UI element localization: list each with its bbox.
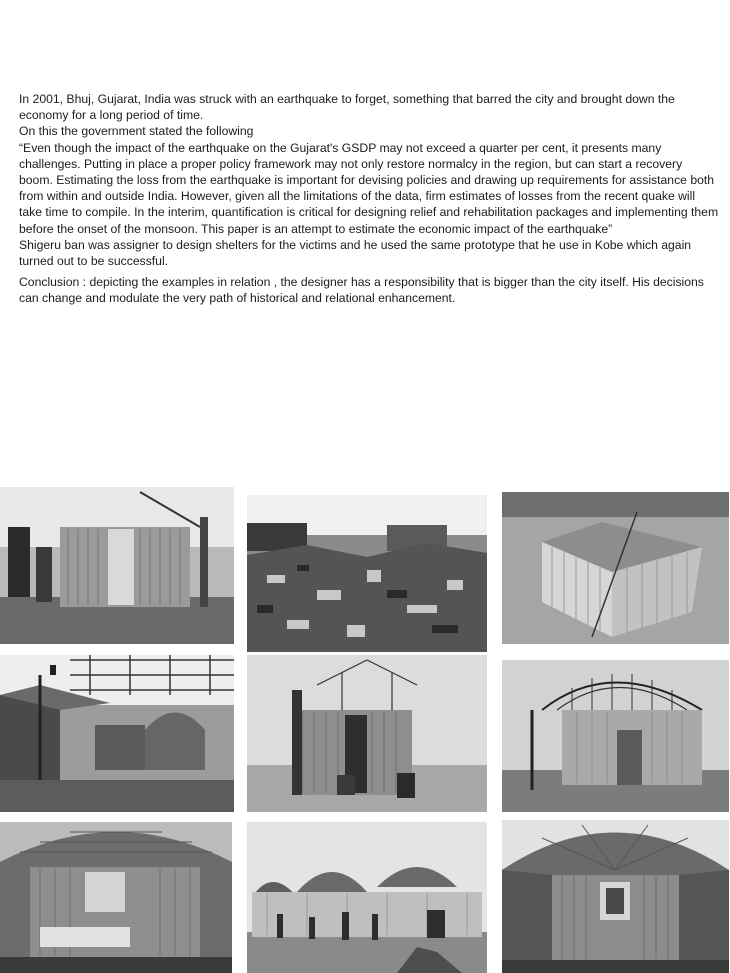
government-intro: On this the government stated the following	[19, 124, 254, 139]
photo-shelter-trusses	[502, 660, 729, 812]
photo-shelter-interior-cot	[0, 822, 232, 973]
shigeru-ban-paragraph: Shigeru ban was assigner to design shelters for the victims and he used the same prototype that he use in Kobe which again turned out to be successful.	[19, 237, 692, 269]
photo-shelter-construction	[0, 487, 234, 644]
photo-shelter-frame-bell	[0, 655, 234, 812]
government-quote: “Even though the impact of the earthquake on the Gujarat's GSDP may not exceed a quarter per cent, it presents many challenges. Putting in place a proper policy framework may not only restore normalcy in the region, but can start a recovery boom. Estimating the loss from the earthquake is important for devising policies and drawing up requirements for assistance both from within and outside India. However, given all the limitations of the data, firm estimates of losses from the recent quake will take time to compile. In the interim, quantification is critical for designing relief and rehabilitation packages and implementing them before the onset of the monsoon. This paper is an attempt to estimate the economic impact of the earthquake”	[19, 140, 719, 236]
body-text	[19, 91, 719, 307]
intro-paragraph: In 2001, Bhuj, Gujarat, India was struck with an earthquake to forget, something that barred the city and brought down the economy for a long period of time.	[19, 92, 675, 123]
photo-shelter-walls	[502, 492, 729, 644]
conclusion-paragraph: Conclusion : depicting the examples in relation , the designer has a responsibility that is bigger than the city itself. His decisions can change and modulate the very path of historical and relational enhancement.	[19, 275, 704, 306]
photo-shelter-workers	[247, 655, 487, 812]
photo-shelter-interior-roof	[502, 820, 729, 973]
photo-arched-shelters-row	[247, 822, 487, 973]
photo-earthquake-rubble	[247, 495, 487, 652]
